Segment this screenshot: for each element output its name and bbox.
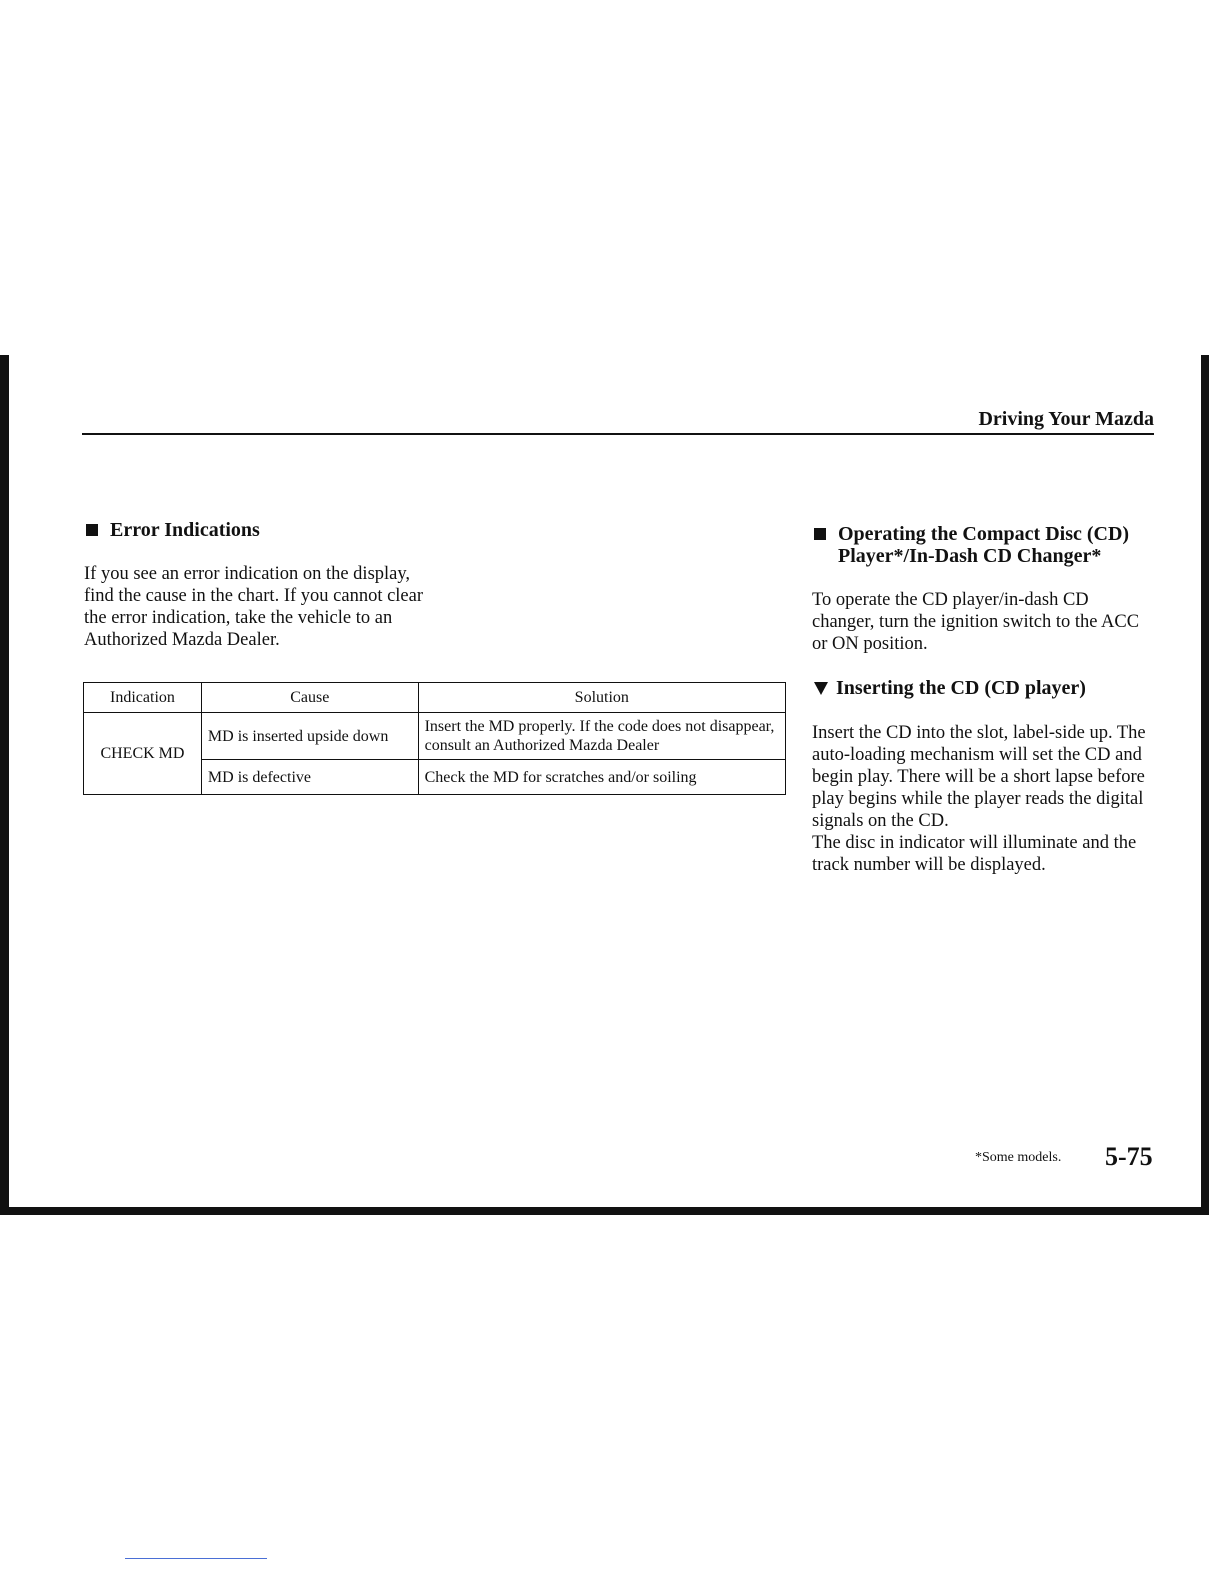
indication-cell: CHECK MD <box>84 713 202 795</box>
inserting-cd-body: Insert the CD into the slot, label-side up. The auto-loading mechanism will set the CD and begin play. There will be a short lapse before play begins while the player reads the digital signals on the CD. <box>812 723 1146 831</box>
cd-operation-title <box>838 523 1129 567</box>
page-frame-left <box>0 355 9 1215</box>
error-intro-text: If you see an error indication on the display, find the cause in the chart. If you cannot clear the error indication, take the vehicle to an Authorized Mazda Dealer. <box>84 564 424 650</box>
table-header-solution: Solution <box>418 683 785 713</box>
error-table <box>83 682 786 795</box>
solution-cell: Check the MD for scratches and/or soiling <box>418 760 785 795</box>
cd-operation-heading <box>812 523 1157 567</box>
inserting-cd-heading <box>812 677 1086 699</box>
section-header-title: Driving Your Mazda <box>978 408 1154 430</box>
square-bullet-icon <box>814 528 826 540</box>
table-header-indication: Indication <box>84 683 202 713</box>
cd-operation-title-line2: Player*/In-Dash CD Changer* <box>838 545 1102 567</box>
header-rule <box>82 433 1154 435</box>
error-indications-heading <box>84 519 260 541</box>
cause-cell: MD is defective <box>201 760 418 795</box>
error-indications-title: Error Indications <box>110 519 260 541</box>
table-row <box>84 713 786 760</box>
square-bullet-icon <box>86 524 98 536</box>
table-header-cause: Cause <box>201 683 418 713</box>
decorative-rule <box>125 1558 267 1559</box>
cd-operation-title-line1: Operating the Compact Disc (CD) <box>838 523 1130 545</box>
cause-cell: MD is inserted upside down <box>201 713 418 760</box>
footnote: *Some models. <box>975 1150 1062 1165</box>
page-number: 5-75 <box>1105 1142 1153 1171</box>
table-header-row <box>84 683 786 713</box>
inserting-cd-title: Inserting the CD (CD player) <box>836 677 1086 699</box>
page-frame-bottom <box>0 1207 1209 1215</box>
solution-cell: Insert the MD properly. If the code does not disappear, consult an Authorized Mazda Dealer <box>418 713 785 760</box>
triangle-bullet-icon <box>814 682 828 695</box>
cd-intro-text: To operate the CD player/in-dash CD changer, turn the ignition switch to the ACC or ON position. <box>812 590 1140 654</box>
page-frame-right <box>1201 355 1209 1215</box>
inserting-cd-body-2: The disc in indicator will illuminate and the track number will be displayed. <box>812 833 1137 875</box>
